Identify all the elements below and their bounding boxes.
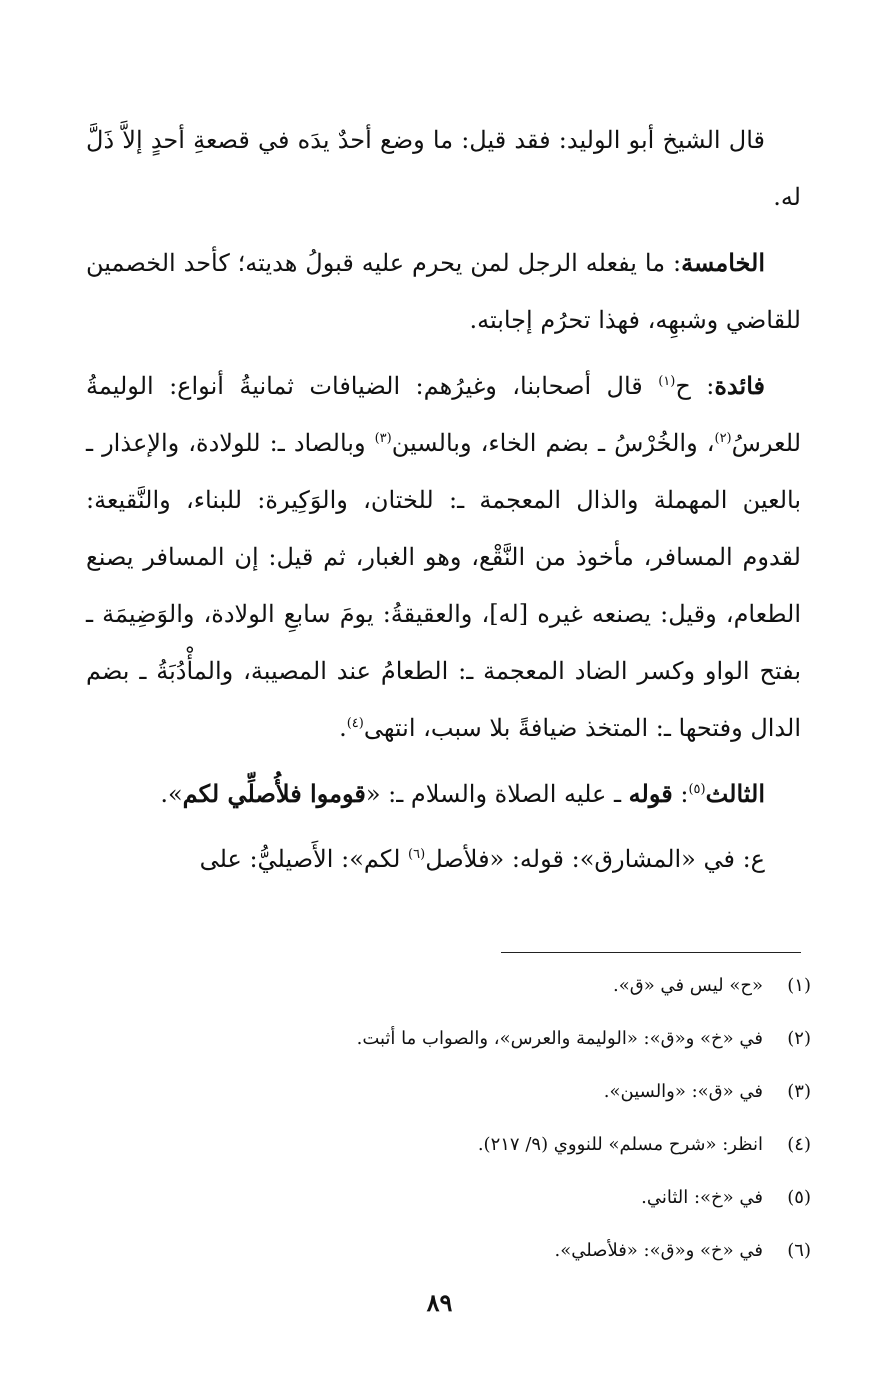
- paragraph-3: [86, 357, 801, 757]
- paragraph-2-text: : ما يفعله الرجل لمن يحرم عليه قبولُ هديته؛ كأحد الخصمين للقاضي وشبهِه، فهذا تحرُم إجابته.: [86, 249, 801, 334]
- footnote-5: [86, 1180, 811, 1215]
- footnote-3: [86, 1074, 811, 1109]
- paragraph-4-part1: :: [672, 780, 689, 808]
- footnote-text: «ح» ليس في «ق».: [613, 975, 763, 996]
- footnote-4: [86, 1127, 811, 1162]
- paragraph-1-text: قال الشيخ أبو الوليد: فقد قيل: ما وضع أحدٌ يدَه في قصعةِ أحدٍ إلاَّ ذَلَّ له.: [86, 126, 801, 211]
- paragraph-1: [86, 112, 801, 226]
- footnote-number: (٤): [787, 1134, 811, 1155]
- footnote-ref-6[interactable]: (٦): [408, 847, 426, 862]
- paragraph-4-part2: ـ عليه الصلاة والسلام ـ: «: [365, 780, 629, 808]
- footnote-ref-1[interactable]: (١): [658, 374, 676, 389]
- footnote-text: في «خ» و«ق»: «الوليمة والعرس»، والصواب ما أثبت.: [356, 1028, 763, 1049]
- paragraph-3-part3: ، والخُرْسُ ـ بضم الخاء، وبالسين: [391, 429, 715, 457]
- footnote-number: (٢): [787, 1028, 811, 1049]
- paragraph-5-part2: لكم»: الأَصيليُّ: على: [199, 845, 409, 873]
- footnote-divider: [501, 952, 801, 953]
- page-number: ٨٩: [426, 1288, 453, 1317]
- paragraph-4: [86, 765, 801, 823]
- paragraph-3-part2: قال أصحابنا، وغيرُهم: الضيافات ثمانيةُ أنواع: الوليمةُ للعرسُ: [86, 372, 801, 457]
- footnote-ref-5[interactable]: (٥): [688, 782, 706, 797]
- footnote-text: في «ق»: «والسين».: [603, 1081, 763, 1102]
- footnote-2: [86, 1021, 811, 1056]
- heading-khamisa: الخامسة: [681, 248, 765, 277]
- footnote-1: [86, 968, 811, 1003]
- footnote-number: (٣): [787, 1081, 811, 1102]
- paragraph-3-part5: .: [339, 714, 347, 742]
- hadith-quote: قوموا فلأُصلِّي لكم: [182, 779, 366, 808]
- paragraph-5: [86, 831, 801, 888]
- footnote-text: انظر: «شرح مسلم» للنووي (٩/ ٢١٧).: [477, 1134, 763, 1155]
- paragraph-2: [86, 234, 801, 349]
- footnote-text: في «خ» و«ق»: «فلأصلي».: [554, 1240, 763, 1261]
- paragraph-4-qawluhu: قوله: [628, 779, 673, 808]
- heading-faida: فائدة: [714, 371, 765, 400]
- footnote-ref-4[interactable]: (٤): [346, 716, 364, 731]
- paragraph-3-part4: وبالصاد ـ: للولادة، والإعذار ـ بالعين المهملة والذال المعجمة ـ: للختان، والوَكِيرة: للبناء، والنَّقيعة: لقدوم المسافر، مأخوذ من النَّقْع، وهو الغبار، ثم قيل: إن المسافر يصنع الطعام، وقيل: يصنعه غيره [له]، والعقيقةُ: يومَ سابعِ الولادة، والوَضِيمَة ـ بفتح الواو وكسر الضاد المعجمة ـ: الطعامُ عند المصيبة، والمأْدُبَةُ ـ بضم الدال وفتحها ـ: المتخذ ضيافةً بلا سبب، انتهى: [86, 429, 801, 742]
- footnote-number: (٥): [787, 1187, 811, 1208]
- heading-thalith: الثالث: [705, 779, 765, 808]
- footnote-6: [86, 1233, 811, 1268]
- footnote-number: (١): [787, 975, 811, 996]
- paragraph-3-part1: : ح: [675, 372, 715, 400]
- paragraph-5-part1: ع: في «المشارق»: قوله: «فلأصل: [425, 845, 765, 873]
- footnote-text: في «خ»: الثاني.: [641, 1187, 763, 1208]
- footnotes: [86, 968, 811, 1286]
- footnote-number: (٦): [787, 1240, 811, 1261]
- main-text: [86, 112, 801, 888]
- footnote-ref-2[interactable]: (٢): [714, 431, 732, 446]
- footnote-ref-3[interactable]: (٣): [374, 431, 392, 446]
- paragraph-4-part3: ».: [160, 780, 183, 808]
